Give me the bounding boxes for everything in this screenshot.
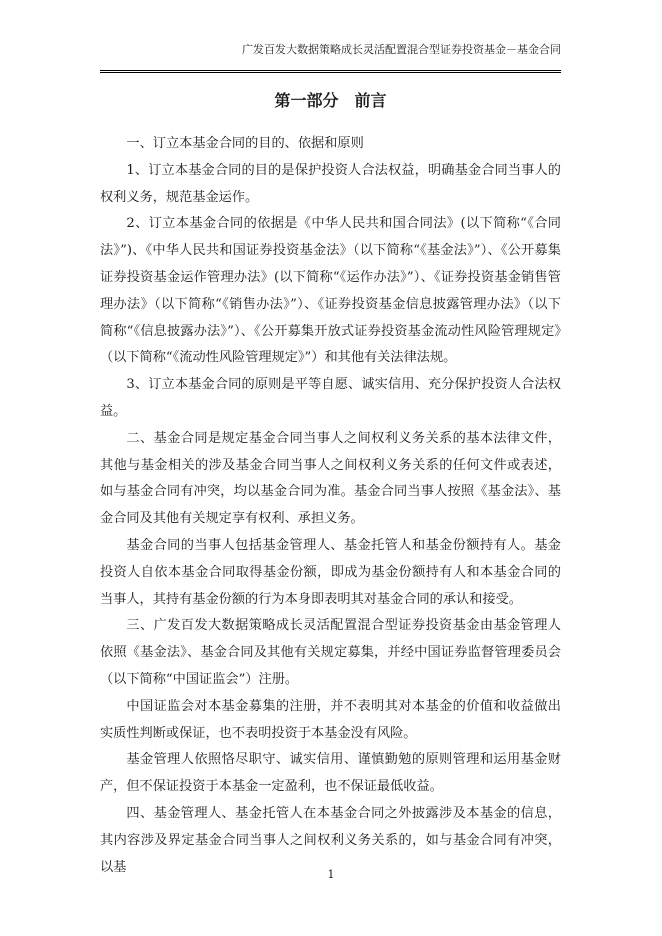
paragraph: 3、订立本基金合同的原则是平等自愿、诚实信用、充分保护投资人合法权益。 [100, 377, 561, 419]
paragraph: 基金合同的当事人包括基金管理人、基金托管人和基金份额持有人。基金投资人自依本基金合同取得基金份额，即成为基金份额持有人和本基金合同的当事人，其持有基金份额的行为本身即表明其对基金合同的承认和接受。 [100, 537, 561, 607]
paragraph: 2、订立本基金合同的依据是《中华人民共和国合同法》(以下简称“《合同法》”)、《中华人民共和国证券投资基金法》（以下简称“《基金法》”）、《公开募集证券投资基金运作管理办法》(以下简称“《运作办法》”）、《证券投资基金销售管理办法》（以下简称“《销售办法》”）、《证券投资基金信息披露管理办法》（以下简称“《信息披露办法》”）、《公开募集开放式证券投资基金流动性风险管理规定》（以下简称“《流动性风险管理规定》”）和其他有关法律法规。 [100, 216, 561, 366]
paragraph: 一、订立本基金合同的目的、依据和原则 [126, 136, 364, 151]
paragraph: 三、广发百发大数据策略成长灵活配置混合型证券投资基金由基金管理人依照《基金法》、基金合同及其他有关规定募集，并经中国证券监督管理委员会（以下简称“中国证监会”）注册。 [100, 618, 561, 687]
document-body [100, 131, 561, 881]
paragraph: 基金管理人依照恪尽职守、诚实信用、谨慎勤勉的原则管理和运用基金财产，但不保证投资于本基金一定盈利，也不保证最低收益。 [100, 752, 561, 795]
running-header: 广发百发大数据策略成长灵活配置混合型证券投资基金－基金合同 [242, 43, 561, 56]
paragraph: 四、基金管理人、基金托管人在本基金合同之外披露涉及本基金的信息，其内容涉及界定基金合同当事人之间权利义务关系的，如与基金合同有冲突，以基 [100, 805, 561, 875]
header-rule-thin [100, 72, 561, 73]
header-rule [100, 70, 561, 71]
section-title: 第一部分 前言 [274, 91, 387, 110]
paragraph: 中国证监会对本基金募集的注册，并不表明其对本基金的价值和收益做出实质性判断或保证，也不表明投资于本基金没有风险。 [100, 698, 561, 741]
page-number: 1 [327, 868, 335, 881]
paragraph: 二、基金合同是规定基金合同当事人之间权利义务关系的基本法律文件，其他与基金相关的涉及基金合同当事人之间权利义务关系的任何文件或表述，如与基金合同有冲突，均以基金合同为准。基金合同当事人按照《基金法》、基金合同及其他有关规定享有权利、承担义务。 [100, 430, 561, 527]
paragraph: 1、订立本基金合同的目的是保护投资人合法权益，明确基金合同当事人的权利义务，规范基金运作。 [100, 162, 561, 205]
